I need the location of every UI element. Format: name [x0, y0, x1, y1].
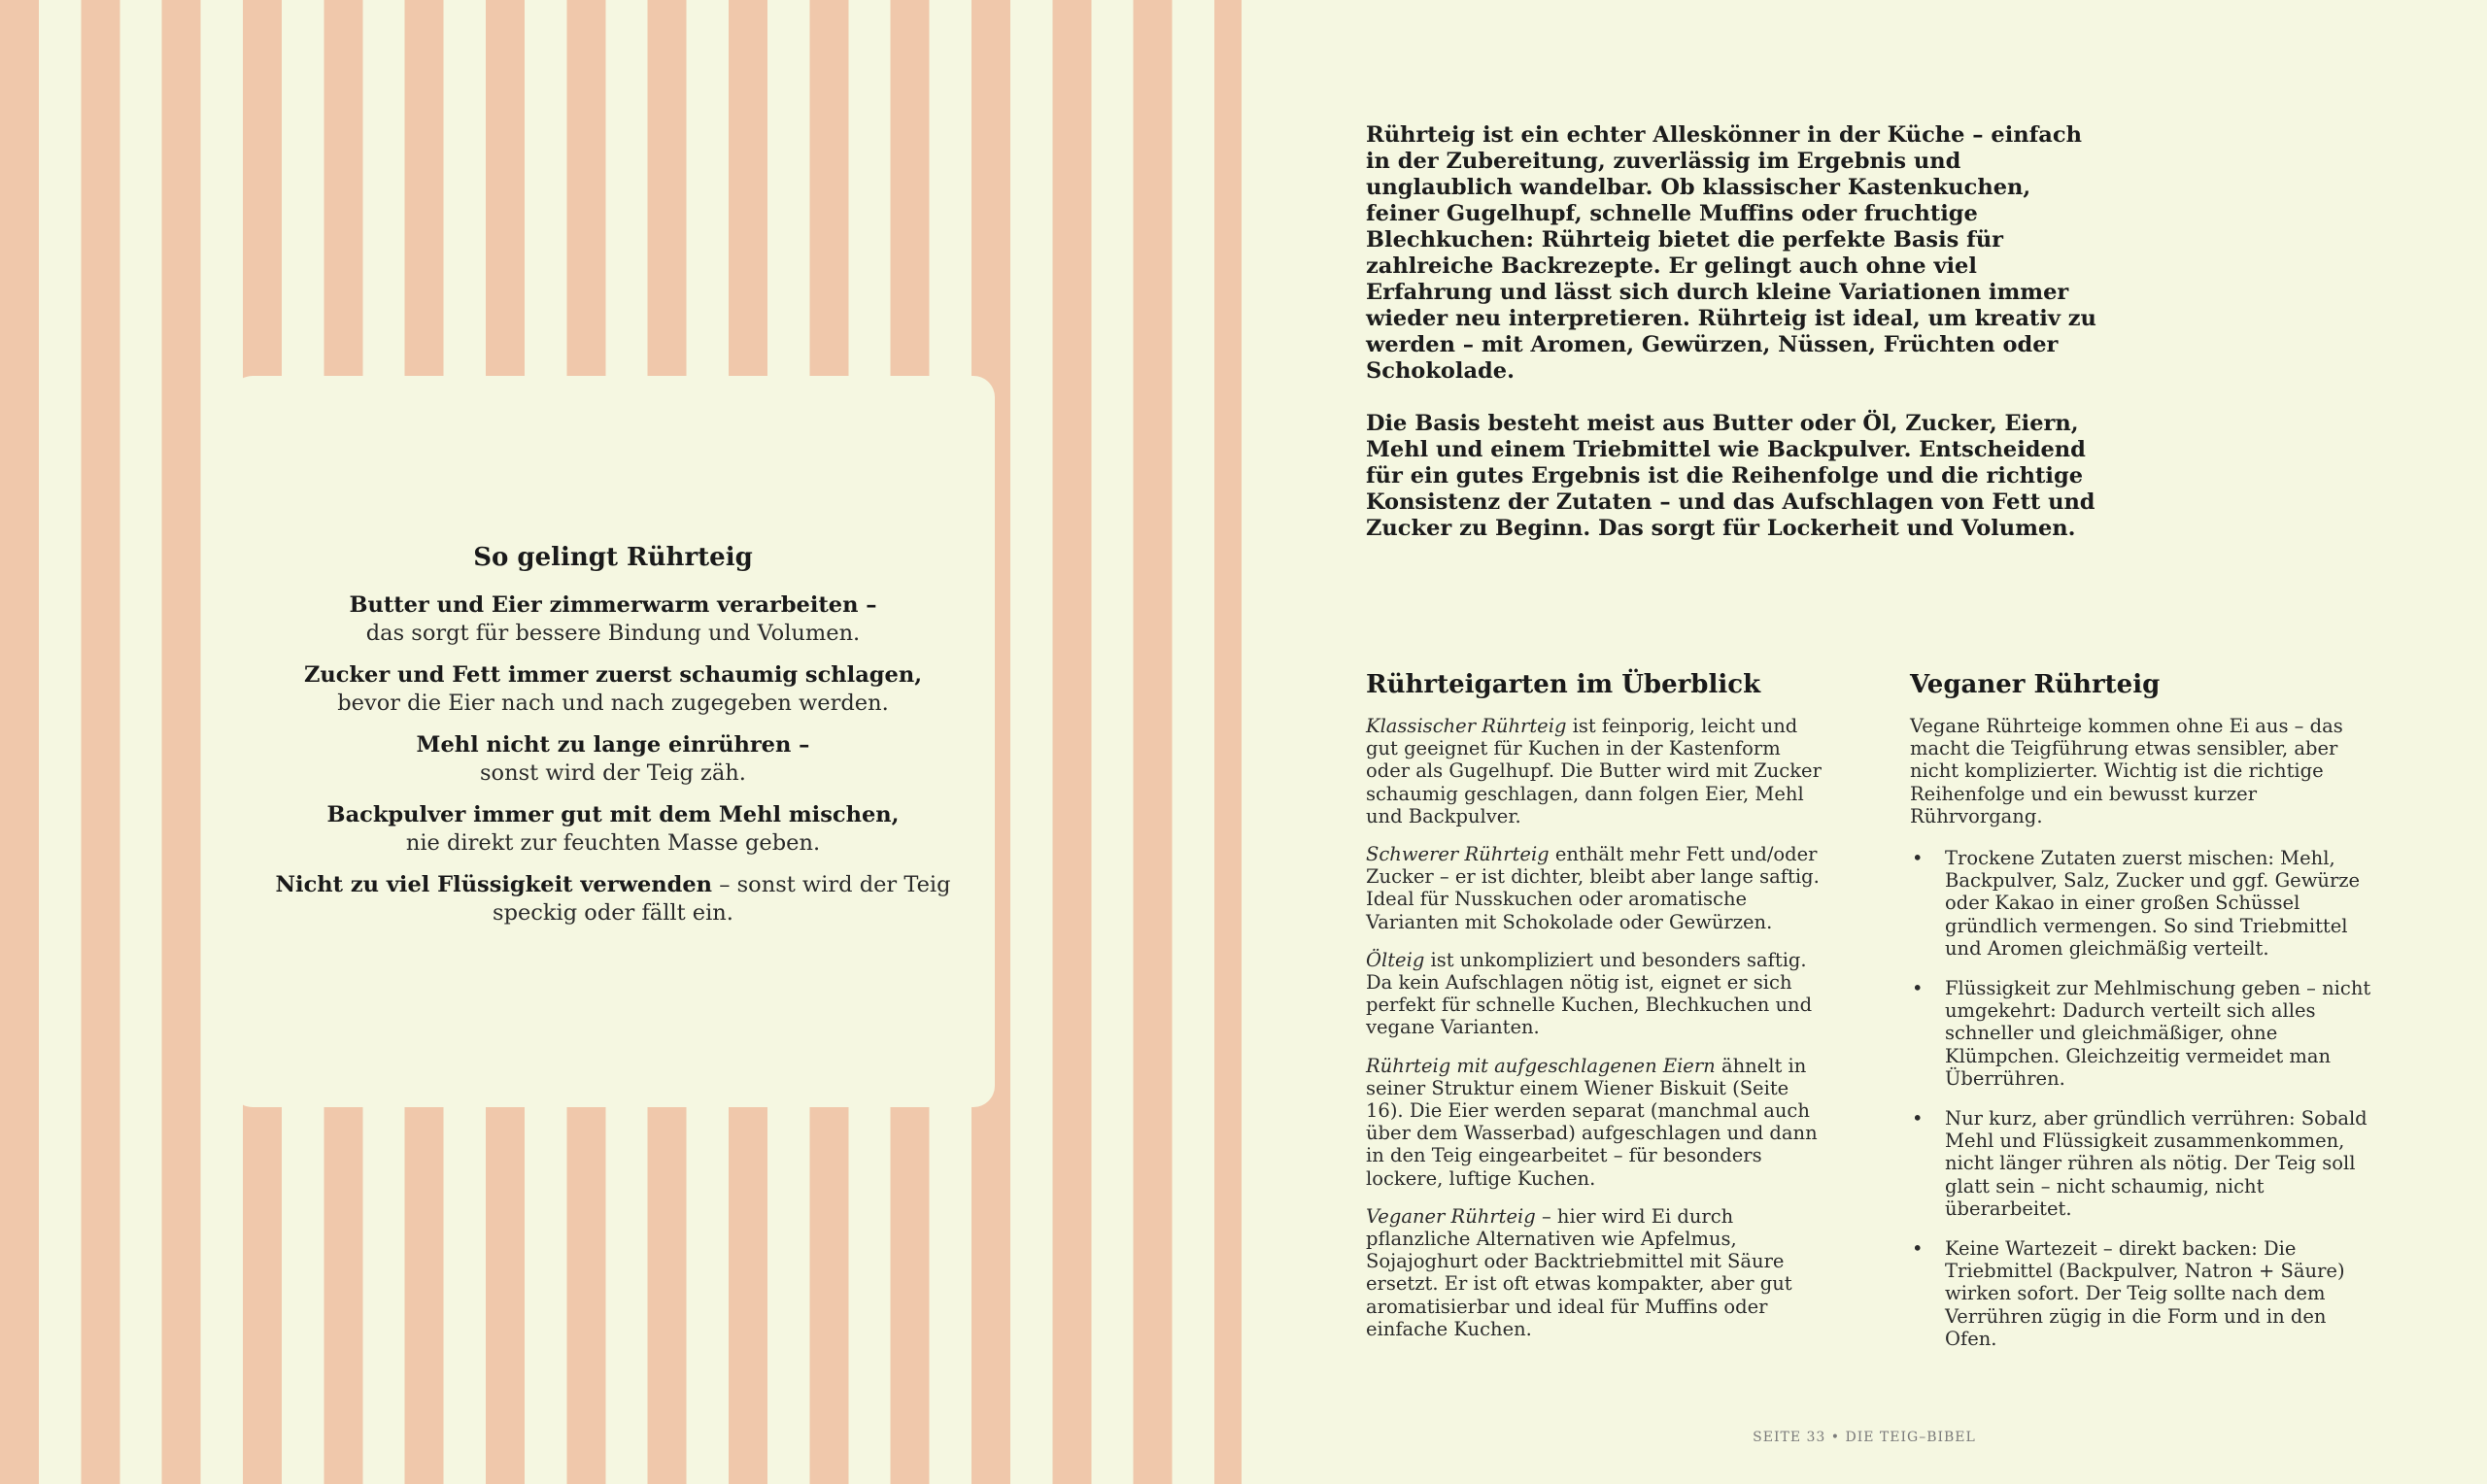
- intro-text: [1366, 122, 2104, 568]
- type-name: Schwerer Rührteig: [1366, 843, 1550, 866]
- tip-bold: Backpulver immer gut mit dem Mehl mischen,: [326, 801, 900, 827]
- types-section: [1366, 670, 1823, 1356]
- type-text: – hier wird Ei durch pflanzliche Alternativen wie Apfelmus, Sojajoghurt oder Backtriebmittel mit Säure ersetzt. Er ist oft etwas kompakter, aber gut aromatisierbar und ideal für Muffins oder einfache Kuchen.: [1366, 1204, 1792, 1340]
- page-number: SEITE 33: [1753, 1430, 1826, 1445]
- tip-item: [270, 871, 956, 928]
- vegan-bullet: [1910, 1107, 2384, 1220]
- tip-bold: Butter und Eier zimmerwarm verarbeiten –: [349, 591, 877, 618]
- vegan-bullet-text: Trockene Zutaten zuerst mischen: Mehl, Backpulver, Salz, Zucker und ggf. Gewürze oder Kakao in einer großen Schüssel gründlich vermengen. So sind Triebmittel und Aromen gleichmäßig verteilt.: [1945, 847, 2361, 960]
- right-page: [1242, 0, 2487, 1484]
- tip-item: [349, 591, 876, 648]
- tip-rest: sonst wird der Teig zäh.: [480, 759, 746, 786]
- tip-card-title: So gelingt Rührteig: [473, 542, 753, 572]
- type-name: Ölteig: [1366, 948, 1425, 971]
- type-text: ist feinporig, leicht und gut geeignet für Kuchen in der Kastenform oder als Gugelhupf. Die Butter wird mit Zucker schaumig geschlagen, dann folgen Eier, Mehl und Backpulver.: [1366, 715, 1822, 827]
- tip-card: [231, 376, 995, 1107]
- type-text: ist unkompliziert und besonders saftig. Da kein Aufschlagen nötig ist, eignet er sich perfekt für schnelle Kuchen, Blechkuchen und vegane Varianten.: [1366, 948, 1813, 1039]
- book-title: DIE TEIG–BIBEL: [1845, 1430, 1976, 1445]
- vegan-heading: Veganer Rührteig: [1910, 670, 2161, 699]
- type-item: [1366, 843, 1823, 933]
- vegan-bullet-text: Nur kurz, aber gründlich verrühren: Sobald Mehl und Flüssigkeit zusammenkommen, nicht länger rühren als nötig. Der Teig soll glatt sein – nicht schaumig, nicht überarbeitet.: [1945, 1107, 2368, 1220]
- vegan-bullet: [1910, 1237, 2384, 1350]
- vegan-bullet-list: [1910, 847, 2384, 1350]
- types-heading: Rührteigarten im Überblick: [1366, 670, 1761, 699]
- intro-paragraph: Rührteig ist ein echter Alleskönner in der Küche – einfach in der Zubereitung, zuverlässig im Ergebnis und unglaublich wandelbar. Ob klassischer Kastenkuchen, feiner Gugelhupf, schnelle Muffins oder fruchtige Blechkuchen: Rührteig bietet die perfekte Basis für zahlreiche Backrezepte. Er gelingt auch ohne viel Erfahrung und lässt sich durch kleine Variationen immer wieder neu interpretieren. Rührteig ist ideal, um kreativ zu werden – mit Aromen, Gewürzen, Nüssen, Früchten oder Schokolade.: [1366, 122, 2096, 384]
- tip-item: [270, 661, 956, 718]
- vegan-intro: Vegane Rührteige kommen ohne Ei aus – das macht die Teigführung etwas sensibler, aber nicht komplizierter. Wichtig ist die richtige Reihenfolge und ein bewusst kurzer Rührvorgang.: [1910, 715, 2343, 827]
- bullet-icon: •: [1912, 1237, 1924, 1261]
- vegan-bullet-text: Keine Wartezeit – direkt backen: Die Triebmittel (Backpulver, Natron + Säure) wirken sofort. Der Teig sollte nach dem Verrühren zügig in die Form und in den Ofen.: [1945, 1237, 2345, 1350]
- type-text: ähnelt in seiner Struktur einem Wiener Biskuit (Seite 16). Die Eier werden separat (manchmal auch über dem Wasserbad) aufgeschlagen und dann in den Teig eingearbeitet – für besonders lockere, luftige Kuchen.: [1366, 1054, 1818, 1190]
- footer-separator: •: [1830, 1430, 1841, 1445]
- tip-item: [417, 731, 810, 788]
- tip-bold: Zucker und Fett immer zuerst schaumig schlagen,: [303, 661, 923, 688]
- vegan-bullet: [1910, 977, 2384, 1090]
- bullet-icon: •: [1912, 847, 1924, 870]
- tip-rest: – sonst wird der Teig speckig oder fällt ein.: [493, 871, 951, 926]
- type-item: [1366, 1055, 1823, 1190]
- type-item: [1366, 715, 1823, 827]
- tip-rest: das sorgt für bessere Bindung und Volumen.: [365, 620, 861, 646]
- bullet-icon: •: [1912, 977, 1924, 1000]
- type-name: Rührteig mit aufgeschlagenen Eiern: [1366, 1054, 1716, 1077]
- type-item: [1366, 949, 1823, 1039]
- type-name: Veganer Rührteig: [1366, 1204, 1536, 1228]
- vegan-bullet-text: Flüssigkeit zur Mehlmischung geben – nicht umgekehrt: Dadurch verteilt sich alles schneller und gleichmäßiger, ohne Klümpchen. Gleichzeitig vermeidet man Überrühren.: [1945, 977, 2371, 1090]
- type-item: [1366, 1205, 1823, 1340]
- type-name: Klassischer Rührteig: [1366, 715, 1567, 737]
- intro-paragraph: Die Basis besteht meist aus Butter oder Öl, Zucker, Eiern, Mehl und einem Triebmittel wie Backpulver. Entscheidend für ein gutes Ergebnis ist die Reihenfolge und die richtige Konsistenz der Zutaten – und das Aufschlagen von Fett und Zucker zu Beginn. Das sorgt für Lockerheit und Volumen.: [1366, 411, 2095, 541]
- tip-item: [327, 801, 900, 858]
- bullet-icon: •: [1912, 1107, 1924, 1130]
- page-footer: [1242, 1430, 2487, 1445]
- tip-bold: Mehl nicht zu lange einrühren –: [416, 731, 810, 758]
- left-page: [0, 0, 1242, 1484]
- type-text: enthält mehr Fett und/oder Zucker – er ist dichter, bleibt aber lange saftig. Ideal für Nusskuchen oder aromatische Varianten mit Schokolade oder Gewürzen.: [1366, 843, 1820, 933]
- tip-rest: nie direkt zur feuchten Masse geben.: [405, 829, 821, 856]
- vegan-section: [1910, 670, 2384, 1367]
- tip-rest: bevor die Eier nach und nach zugegeben werden.: [337, 690, 889, 716]
- vegan-bullet: [1910, 847, 2384, 960]
- tip-bold: Nicht zu viel Flüssigkeit verwenden: [275, 871, 713, 897]
